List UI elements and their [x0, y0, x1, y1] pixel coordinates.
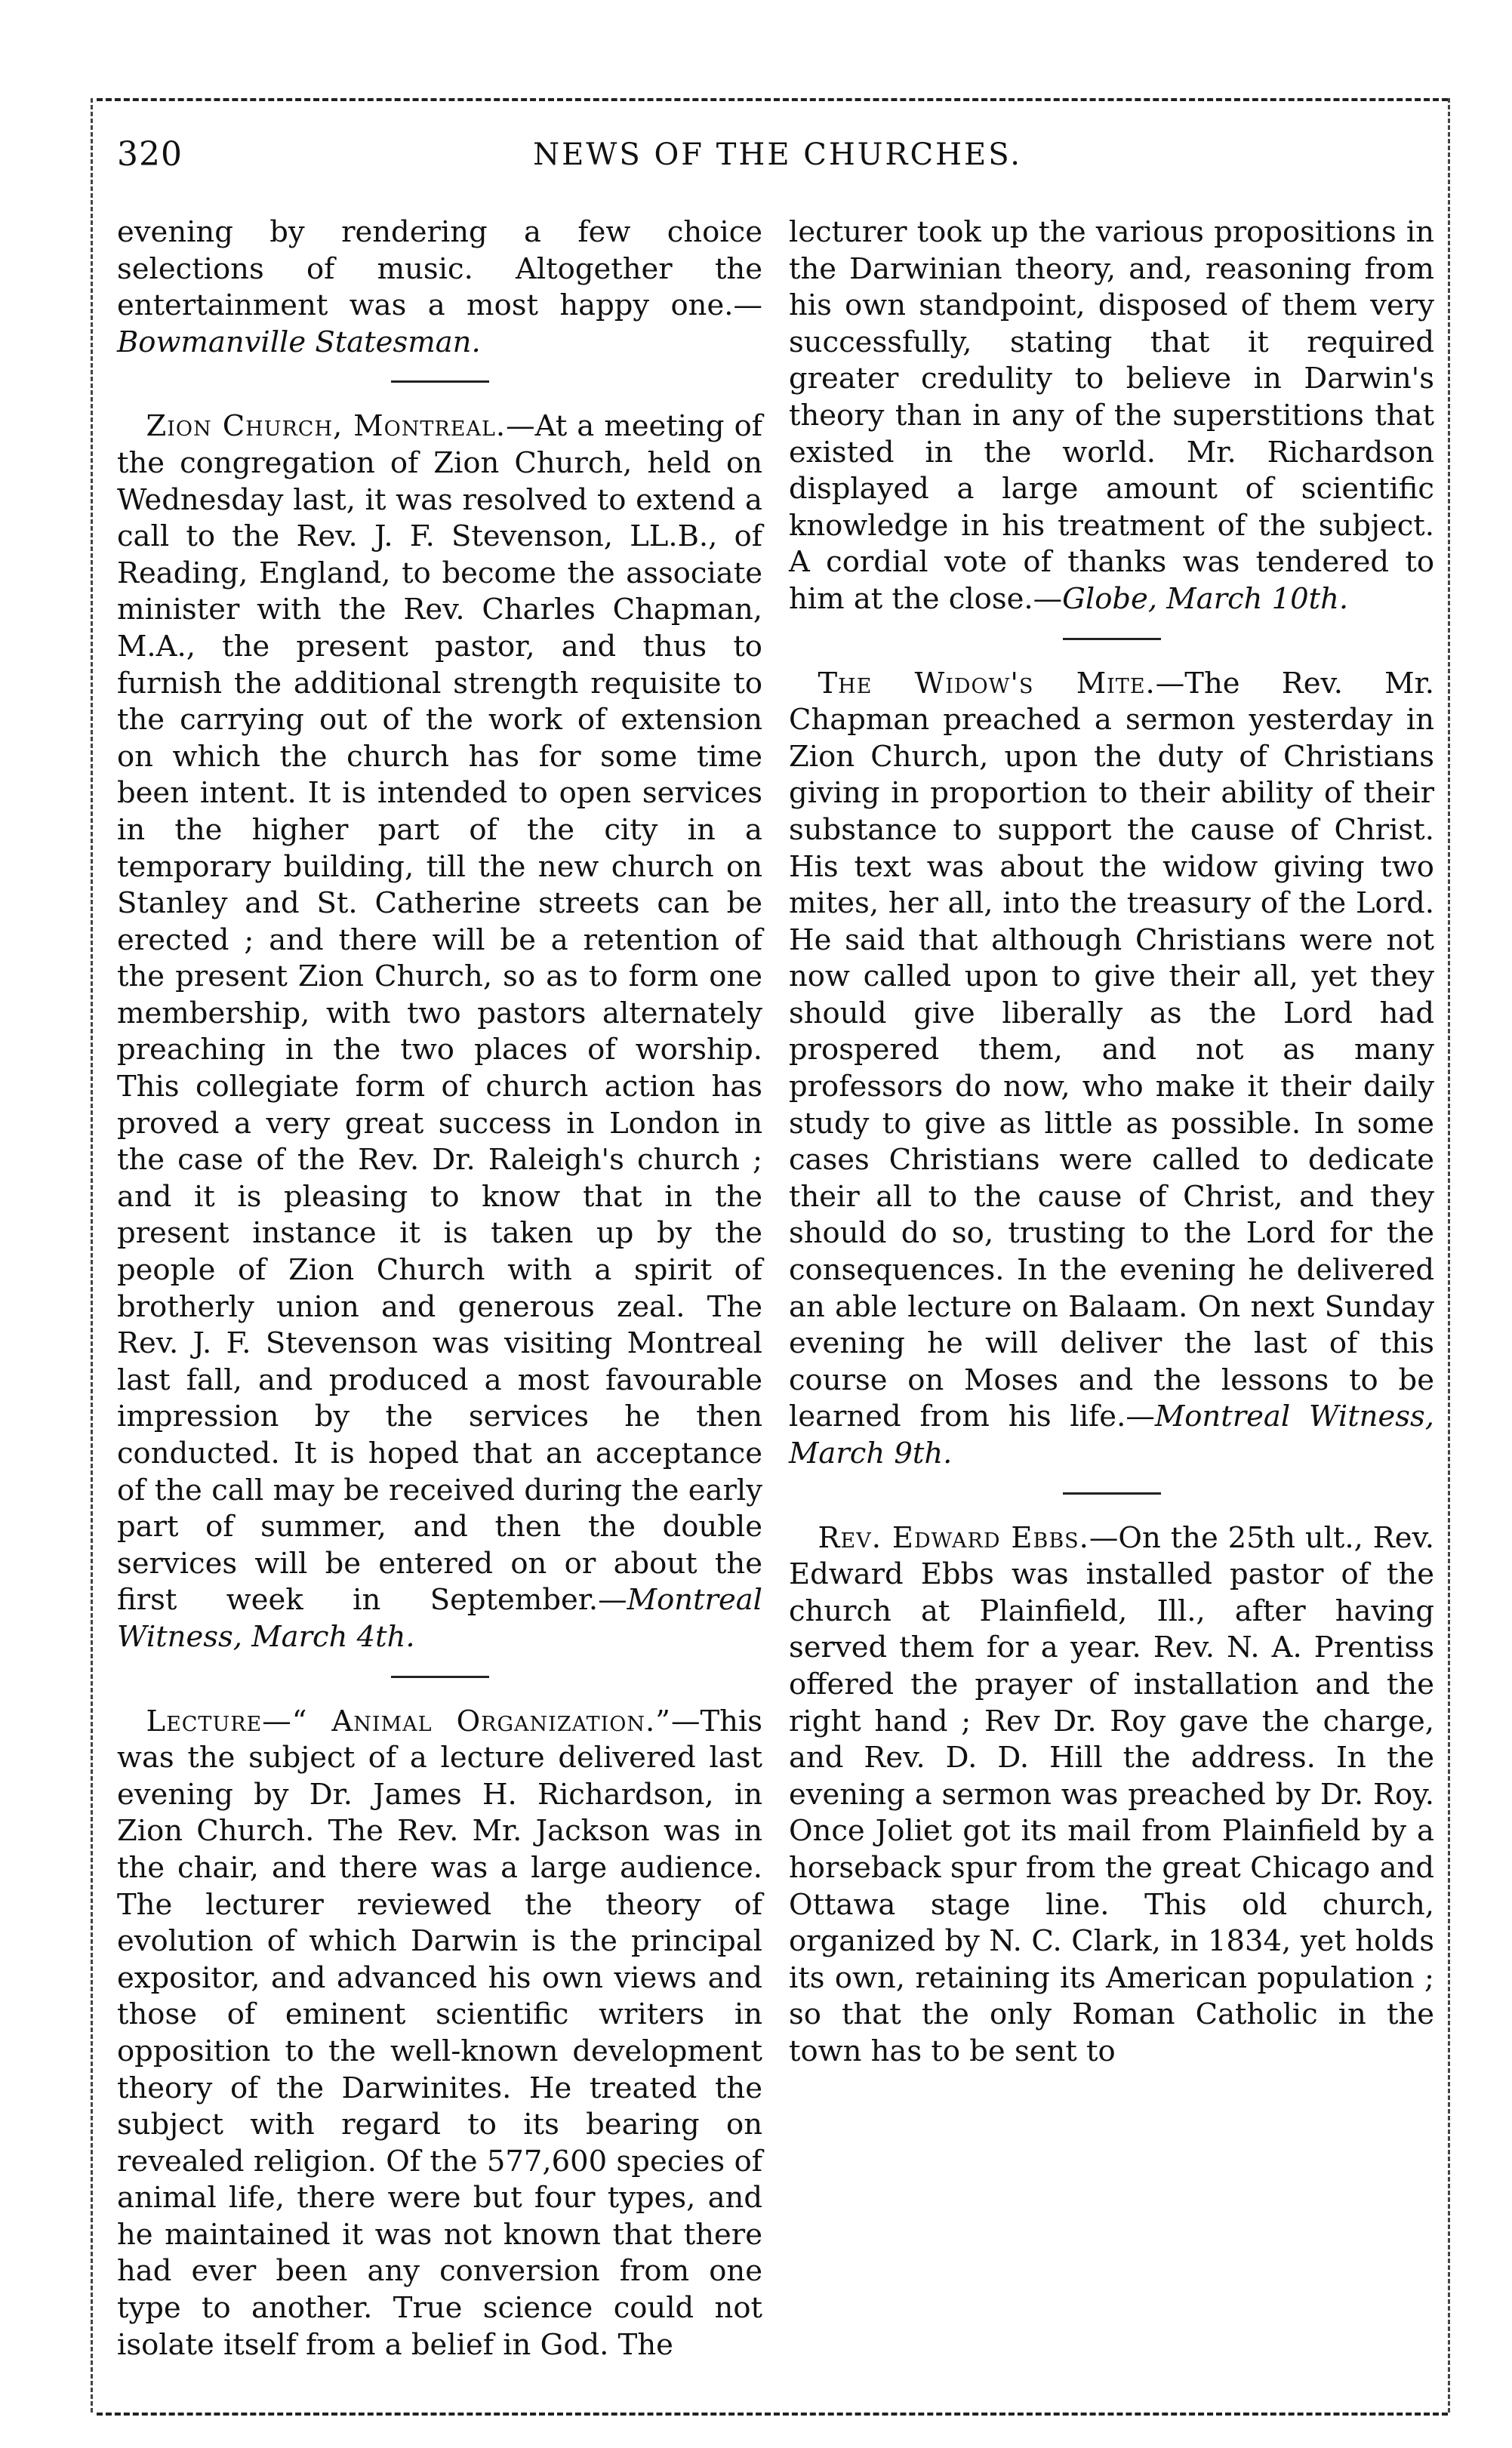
article-edward-ebbs	[789, 1520, 1434, 2071]
article-source: Bowmanville Statesman.	[117, 325, 481, 359]
right-column	[789, 214, 1434, 2071]
article-zion-church	[117, 408, 762, 1655]
article-divider	[1063, 1492, 1161, 1495]
page-header	[117, 132, 1438, 177]
top-rule	[97, 98, 1448, 101]
article-heading: Rev. Edward Ebbs.	[818, 1520, 1089, 1555]
article-divider	[391, 1676, 489, 1678]
left-column	[117, 214, 762, 2363]
article-body: —The Rev. Mr. Chapman preached a sermon yesterday in Zion Church, upon the duty of Christians giving in proportion to their ability of their substance to support the cause of Christ. His text was about the widow giving two mites, her all, into the treasury of the Lord. He said that although Christians were not now called upon to give their all, yet they should give liberally as the Lord had prospered them, and not as many professors do now, who make it their daily study to give as little as possible. In some cases Christians were called to dedicate their all to the cause of Christ, and they should do so, trusting to the Lord for the consequences. In the evening he delivered an able lecture on Balaam. On next Sunday evening he will deliver the last of this course on Moses and the lessons to be learned from his life.—	[789, 666, 1435, 1434]
article-source: Globe, March 10th.	[1062, 581, 1349, 616]
article-body: evening by rendering a few choice selections of music. Altogether the entertainment was a most happy one.—	[117, 215, 762, 323]
article-source: Montreal Witness, March 4th.	[117, 1583, 762, 1654]
article-body: —This was the subject of a lecture delivered last evening by Dr. James H. Richardson, in Zion Church. The Rev. Mr. Jackson was in the chair, and there was a large audience. The lecturer reviewed the theory of evolution of which Darwin is the principal expositor, and advanced his own views and those of eminent scientific writers in opposition to the well-known development theory of the Darwinites. He treated the subject with regard to its bearing on revealed religion. Of the 577,600 species of animal life, there were but four types, and he maintained it was not known that there had ever been any conversion from one type to another. True science could not isolate itself from a belief in God. The	[117, 1704, 762, 2362]
article-lecture-continued	[789, 214, 1434, 618]
article-divider	[391, 380, 489, 383]
article-bowmanville	[117, 214, 762, 361]
article-source: Montreal Witness, March 9th.	[789, 1400, 1435, 1470]
article-divider	[1063, 638, 1161, 640]
article-heading: Lecture—“ Animal Organization.”	[146, 1704, 671, 1738]
running-title: NEWS OF THE CHURCHES.	[533, 137, 1022, 172]
article-body-continued: lecturer took up the various propositions in the Darwinian theory, and, reasoning from his own standpoint, disposed of them very successfully, stating that it required greater credulity to believe in Darwin's theory than in any of the superstitions that existed in the world. Mr. Richardson displayed a large amount of scientific knowledge in his treatment of the subject. A cordial vote of thanks was tendered to him at the close.—	[789, 215, 1434, 616]
article-lecture	[117, 1704, 762, 2364]
article-widows-mite	[789, 666, 1434, 1473]
article-heading: The Widow's Mite.	[818, 666, 1156, 701]
right-rule	[1448, 98, 1450, 2413]
article-body: —On the 25th ult., Rev. Edward Ebbs was installed pastor of the church at Plainfield, Ill., after having served them for a year. Rev. N. A. Prentiss offered the prayer of installation and the right hand ; Rev Dr. Roy gave the charge, and Rev. D. D. Hill the address. In the evening a sermon was preached by Dr. Roy. Once Joliet got its mail from Plainfield by a horseback spur from the great Chicago and Ottawa stage line. This old church, organized by N. C. Clark, in 1834, yet holds its own, retaining its American population ; so that the only Roman Catholic in the town has to be sent to	[789, 1520, 1434, 2068]
page-number: 320	[117, 135, 183, 174]
article-body: —At a meeting of the congregation of Zion Church, held on Wednesday last, it was resolved to extend a call to the Rev. J. F. Stevenson, LL.B., of Reading, England, to become the associate minister with the Rev. Charles Chapman, M.A., the present pastor, and thus to furnish the additional strength requisite to the carrying out of the work of extension on which the church has for some time been intent. It is intended to open services in the higher part of the city in a temporary building, till the new church on Stanley and St. Catherine streets can be erected ; and there will be a retention of the present Zion Church, so as to form one membership, with two pastors alternately preaching in the two places of worship. This collegiate form of church action has proved a very great success in London in the case of the Rev. Dr. Raleigh's church ; and it is pleasing to know that in the present instance it is taken up by the people of Zion Church with a spirit of brotherly union and generous zeal. The Rev. J. F. Stevenson was visiting Montreal last fall, and produced a most favourable impression by the services he then conducted. It is hoped that an acceptance of the call may be received during the early part of summer, and then the double services will be entered on or about the first week in September.—	[117, 409, 763, 1618]
article-heading: Zion Church, Montreal.	[146, 409, 507, 444]
left-rule	[91, 98, 93, 2413]
bottom-rule	[97, 2413, 1448, 2416]
